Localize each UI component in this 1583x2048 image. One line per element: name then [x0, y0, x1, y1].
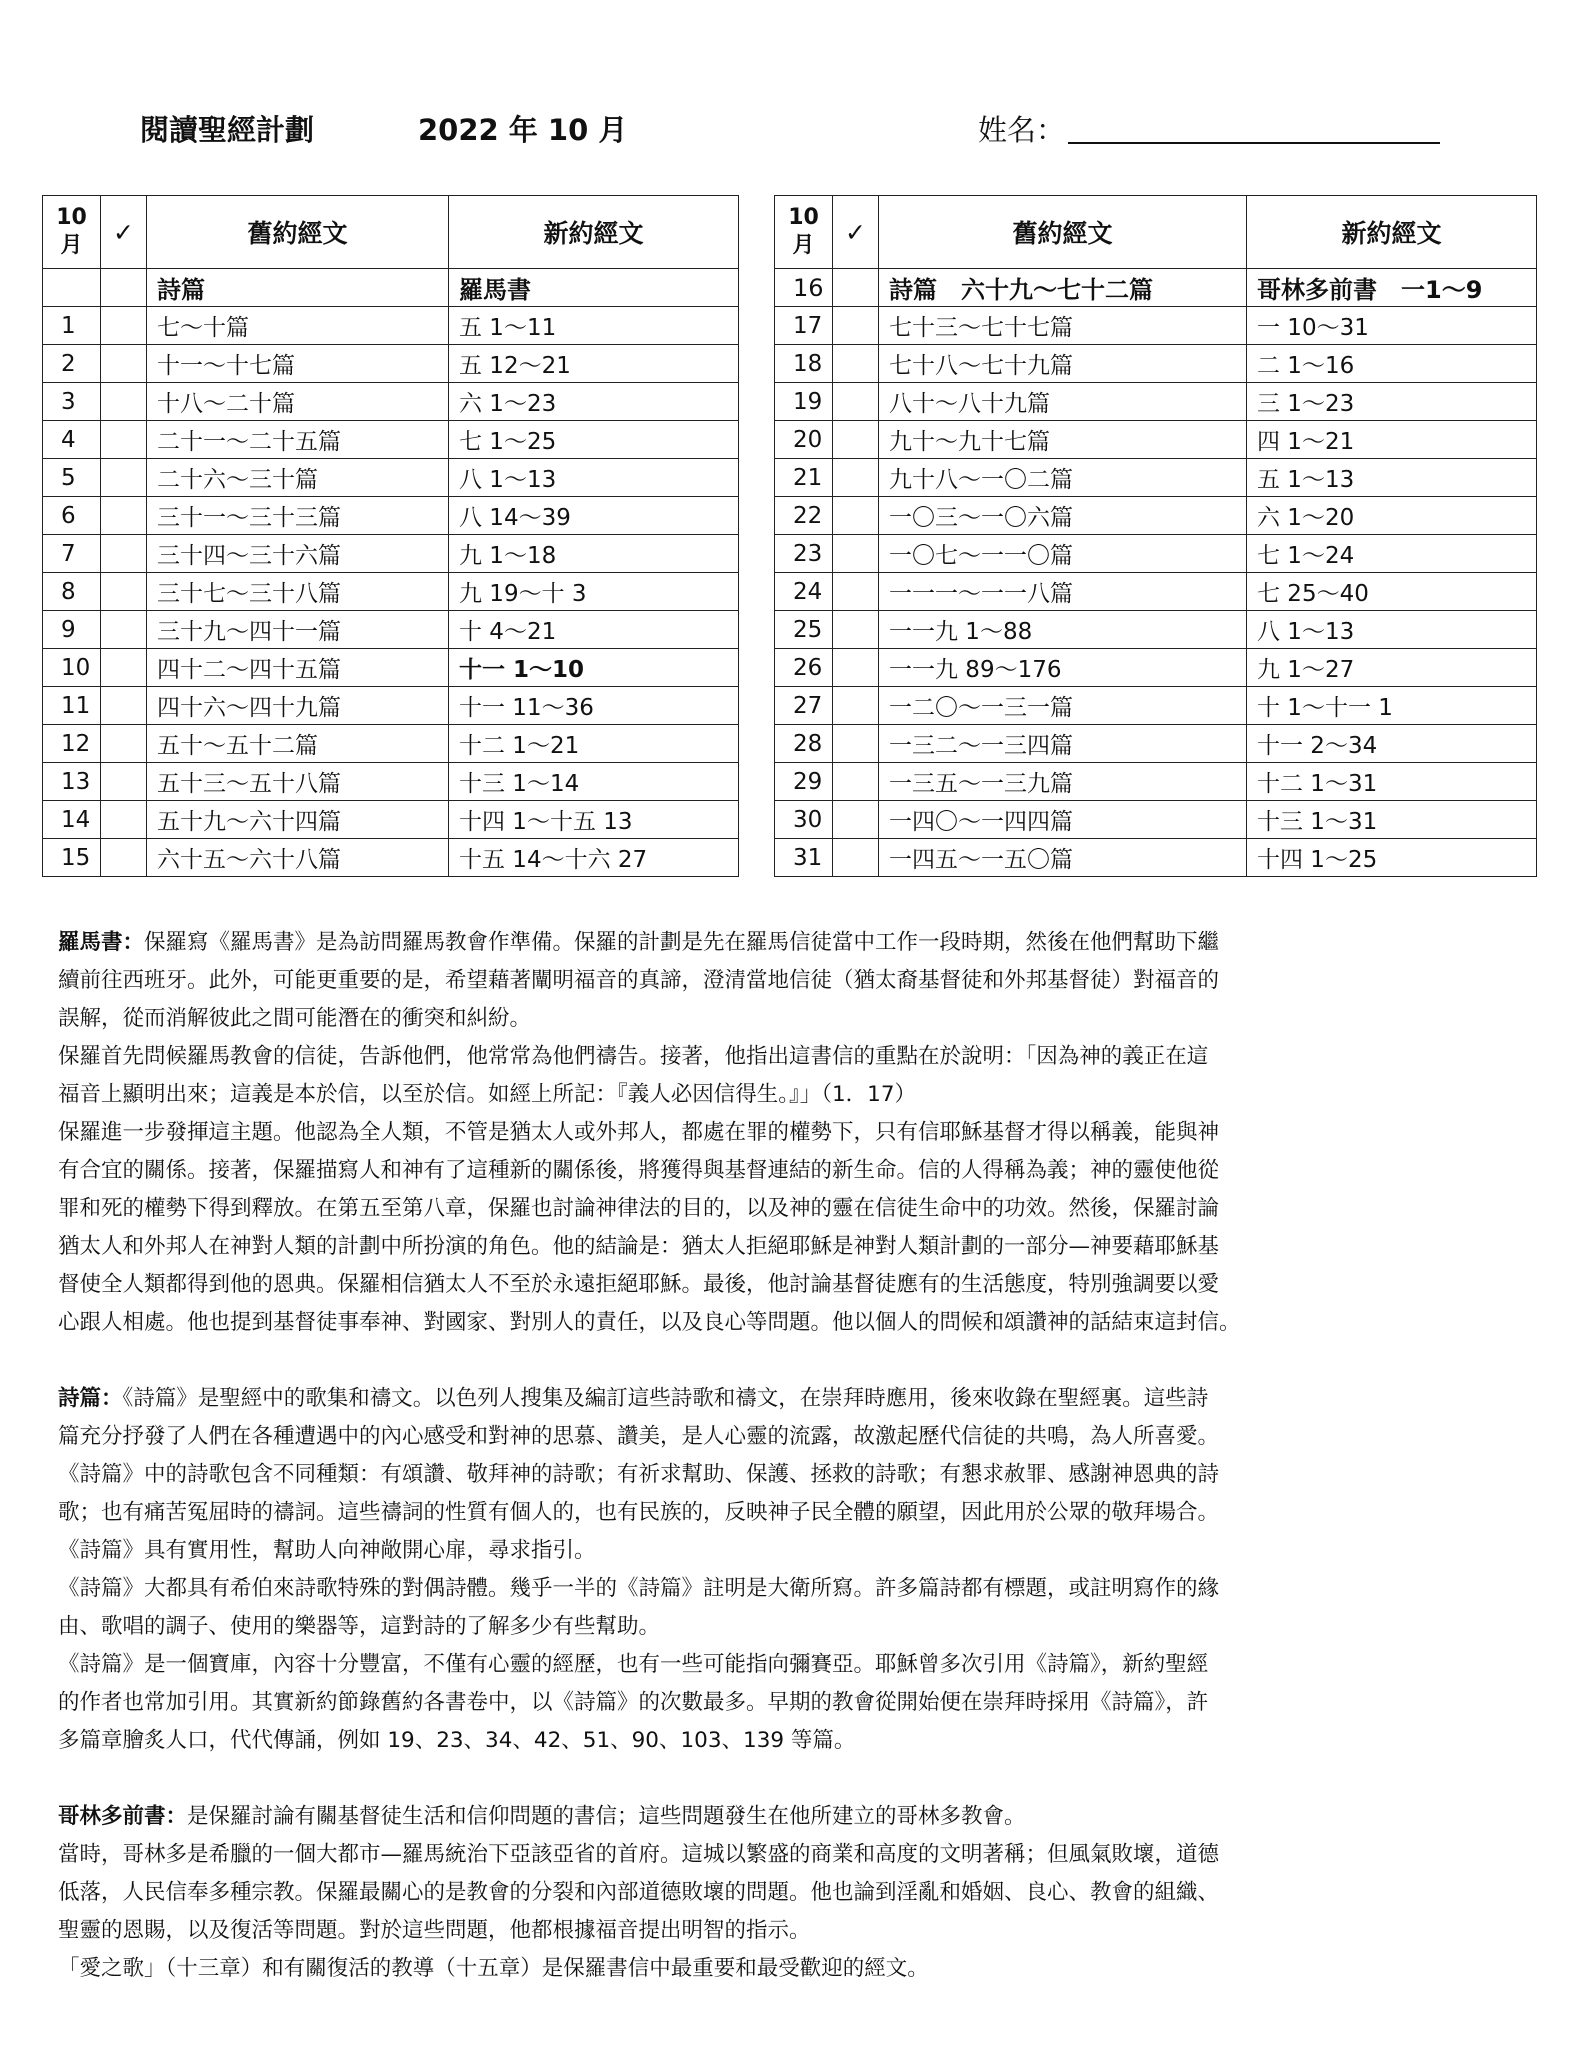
table-row [43, 345, 1537, 383]
month-header: 10 月 [775, 196, 833, 269]
table-row [43, 839, 1537, 877]
column-gap [739, 345, 775, 383]
note-line: 《詩篇》中的詩歌包含不同種類：有頌讚、敬拜神的詩歌；有祈求幫助、保護、拯救的詩歌；有懇求赦罪、感謝神恩典的詩 [58, 1462, 1220, 1487]
column-gap [739, 196, 775, 269]
day-cell: 23 [775, 535, 833, 573]
checkbox-cell[interactable] [833, 649, 879, 687]
checkbox-cell[interactable] [101, 497, 147, 535]
checkbox-cell[interactable] [833, 497, 879, 535]
checkbox-cell[interactable] [101, 459, 147, 497]
column-gap [739, 763, 775, 801]
checkbox-cell[interactable] [833, 307, 879, 345]
ot-book: 詩篇 [147, 269, 449, 307]
nt-reading: 十二 1～21 [449, 725, 739, 763]
ot-reading: 三十七～三十八篇 [147, 573, 449, 611]
ot-reading: 五十九～六十四篇 [147, 801, 449, 839]
book-header-row [43, 269, 1537, 307]
column-gap [739, 687, 775, 725]
note-line: 誤解，從而消解彼此之間可能潛在的衝突和糾紛。 [58, 1006, 532, 1031]
day-cell: 31 [775, 839, 833, 877]
nt-header: 新約經文 [449, 196, 739, 269]
checkbox-cell[interactable] [101, 383, 147, 421]
note-line: 督使全人類都得到他的恩典。保羅相信猶太人不至於永遠拒絕耶穌。最後，他討論基督徒應有的生活態度，特別強調要以愛 [58, 1272, 1220, 1297]
table-row [43, 649, 1537, 687]
reading-plan-table [42, 195, 1537, 877]
nt-reading: 九 1～27 [1247, 649, 1537, 687]
day-cell: 13 [43, 763, 101, 801]
checkbox-cell[interactable] [833, 725, 879, 763]
nt-reading: 十一 2～34 [1247, 725, 1537, 763]
day-cell: 15 [43, 839, 101, 877]
note-label: 哥林多前書： [58, 1804, 188, 1829]
ot-reading: 三十四～三十六篇 [147, 535, 449, 573]
column-gap [739, 497, 775, 535]
checkbox-cell[interactable] [833, 801, 879, 839]
table-header-row [43, 196, 1537, 269]
column-gap [739, 383, 775, 421]
ot-reading: 七～十篇 [147, 307, 449, 345]
nt-reading: 十四 1～25 [1247, 839, 1537, 877]
checkbox-cell[interactable] [101, 573, 147, 611]
day-cell [43, 269, 101, 307]
nt-reading: 四 1～21 [1247, 421, 1537, 459]
table-row [43, 763, 1537, 801]
note-line: 低落，人民信奉多種宗教。保羅最關心的是教會的分裂和內部道德敗壞的問題。他也論到淫亂和婚姻、良心、教會的組織、 [58, 1880, 1220, 1905]
nt-reading: 一 10～31 [1247, 307, 1537, 345]
page-header [0, 108, 1583, 158]
ot-reading: 九十～九十七篇 [879, 421, 1247, 459]
day-cell: 27 [775, 687, 833, 725]
checkbox-cell[interactable] [101, 307, 147, 345]
ot-reading: 五十～五十二篇 [147, 725, 449, 763]
romans-notes [58, 924, 1538, 1342]
nt-reading: 十二 1～31 [1247, 763, 1537, 801]
page-title: 閱讀聖經計劃 [140, 113, 315, 147]
ot-reading: 二十一～二十五篇 [147, 421, 449, 459]
day-cell: 28 [775, 725, 833, 763]
ot-reading: 一〇七～一一〇篇 [879, 535, 1247, 573]
nt-reading: 三 1～23 [1247, 383, 1537, 421]
nt-reading: 五 1～11 [449, 307, 739, 345]
nt-reading: 七 1～24 [1247, 535, 1537, 573]
note-line: 猶太人和外邦人在神對人類的計劃中所扮演的角色。他的結論是：猶太人拒絕耶穌是神對人類計劃的一部分—神要藉耶穌基 [58, 1234, 1220, 1259]
day-cell: 3 [43, 383, 101, 421]
nt-reading: 六 1～23 [449, 383, 739, 421]
note-line: 詩篇：《詩篇》是聖經中的歌集和禱文。以色列人搜集及編訂這些詩歌和禱文，在崇拜時應用，後來收錄在聖經裏。這些詩 [58, 1386, 1209, 1411]
psalms-notes [58, 1380, 1538, 1760]
nt-reading: 七 1～25 [449, 421, 739, 459]
column-gap [739, 307, 775, 345]
ot-reading: 四十二～四十五篇 [147, 649, 449, 687]
note-line: 保羅首先問候羅馬教會的信徒，告訴他們，他常常為他們禱告。接著，他指出這書信的重點在於說明：「因為神的義正在這 [58, 1044, 1209, 1069]
book-notes [58, 924, 1538, 1988]
day-cell: 16 [775, 269, 833, 307]
checkbox-cell[interactable] [833, 687, 879, 725]
day-cell: 20 [775, 421, 833, 459]
note-label: 羅馬書： [58, 930, 145, 955]
day-cell: 18 [775, 345, 833, 383]
day-cell: 17 [775, 307, 833, 345]
table-row [43, 459, 1537, 497]
note-line: 由、歌唱的調子、使用的樂器等，這對詩的了解多少有些幫助。 [58, 1614, 661, 1639]
checkbox-cell[interactable] [833, 573, 879, 611]
note-line: 《詩篇》具有實用性，幫助人向神敞開心扉，尋求指引。 [58, 1538, 596, 1563]
note-line: 「愛之歌」（十三章）和有關復活的教導（十五章）是保羅書信中最重要和最受歡迎的經文。 [58, 1956, 929, 1981]
ot-reading: 一一九 1～88 [879, 611, 1247, 649]
table-row [43, 535, 1537, 573]
checkbox-cell[interactable] [833, 763, 879, 801]
day-cell: 24 [775, 573, 833, 611]
nt-reading: 十一 1～10 [449, 649, 739, 687]
table-row [43, 573, 1537, 611]
nt-book: 羅馬書 [449, 269, 739, 307]
checkbox-cell[interactable] [101, 763, 147, 801]
ot-reading: 一三五～一三九篇 [879, 763, 1247, 801]
checkbox-cell[interactable] [101, 269, 147, 307]
column-gap [739, 801, 775, 839]
column-gap [739, 269, 775, 307]
checkbox-cell[interactable] [101, 801, 147, 839]
nt-reading: 十一 11～36 [449, 687, 739, 725]
column-gap [739, 421, 775, 459]
note-line: 的作者也常加引用。其實新約節錄舊約各書卷中，以《詩篇》的次數最多。早期的教會從開始便在崇拜時採用《詩篇》，許 [58, 1690, 1209, 1715]
day-cell: 10 [43, 649, 101, 687]
month-header: 10 月 [43, 196, 101, 269]
ot-reading: 一一一～一一八篇 [879, 573, 1247, 611]
nt-reading: 五 12～21 [449, 345, 739, 383]
ot-book: 詩篇 六十九～七十二篇 [879, 269, 1247, 307]
note-line: 保羅進一步發揮這主題。他認為全人類，不管是猶太人或外邦人，都處在罪的權勢下，只有信耶穌基督才得以稱義，能與神 [58, 1120, 1220, 1145]
day-cell: 19 [775, 383, 833, 421]
checkbox-cell[interactable] [833, 459, 879, 497]
column-gap [739, 459, 775, 497]
day-cell: 12 [43, 725, 101, 763]
day-cell: 8 [43, 573, 101, 611]
day-cell: 11 [43, 687, 101, 725]
note-line: 《詩篇》大都具有希伯來詩歌特殊的對偶詩體。幾乎一半的《詩篇》註明是大衛所寫。許多篇詩都有標題，或註明寫作的緣 [58, 1576, 1220, 1601]
ot-reading: 十八～二十篇 [147, 383, 449, 421]
checkbox-cell[interactable] [833, 535, 879, 573]
ot-reading: 一一九 89～176 [879, 649, 1247, 687]
nt-reading: 七 25～40 [1247, 573, 1537, 611]
nt-book: 哥林多前書 一1～9 [1247, 269, 1537, 307]
nt-header: 新約經文 [1247, 196, 1537, 269]
table-row [43, 725, 1537, 763]
check-header-icon: ✓ [101, 196, 147, 269]
checkbox-cell[interactable] [833, 611, 879, 649]
checkbox-cell[interactable] [101, 535, 147, 573]
ot-reading: 十一～十七篇 [147, 345, 449, 383]
nt-reading: 十五 14～十六 27 [449, 839, 739, 877]
ot-header: 舊約經文 [879, 196, 1247, 269]
day-cell: 5 [43, 459, 101, 497]
ot-reading: 三十一～三十三篇 [147, 497, 449, 535]
checkbox-cell[interactable] [101, 687, 147, 725]
table-row [43, 687, 1537, 725]
day-cell: 6 [43, 497, 101, 535]
ot-reading: 一四五～一五〇篇 [879, 839, 1247, 877]
day-cell: 14 [43, 801, 101, 839]
nt-reading: 八 14～39 [449, 497, 739, 535]
nt-reading: 十 4～21 [449, 611, 739, 649]
day-cell: 9 [43, 611, 101, 649]
checkbox-cell[interactable] [101, 725, 147, 763]
checkbox-cell[interactable] [833, 421, 879, 459]
day-cell: 7 [43, 535, 101, 573]
note-line: 續前往西班牙。此外，可能更重要的是，希望藉著闡明福音的真諦，澄清當地信徒（猶太裔基督徒和外邦基督徒）對福音的 [58, 968, 1220, 993]
ot-reading: 七十八～七十九篇 [879, 345, 1247, 383]
column-gap [739, 839, 775, 877]
table-row [43, 801, 1537, 839]
table-row [43, 611, 1537, 649]
ot-reading: 一四〇～一四四篇 [879, 801, 1247, 839]
checkbox-cell[interactable] [101, 421, 147, 459]
day-cell: 25 [775, 611, 833, 649]
day-cell: 26 [775, 649, 833, 687]
note-line: 多篇章膾炙人口，代代傳誦，例如 19、23、34、42、51、90、103、139 等篇。 [58, 1728, 856, 1753]
ot-reading: 一〇三～一〇六篇 [879, 497, 1247, 535]
checkbox-cell[interactable] [101, 839, 147, 877]
note-label: 詩篇： [58, 1386, 123, 1411]
table-row [43, 497, 1537, 535]
day-cell: 2 [43, 345, 101, 383]
nt-reading: 九 1～18 [449, 535, 739, 573]
note-line: 《詩篇》是一個寶庫，內容十分豐富，不僅有心靈的經歷，也有一些可能指向彌賽亞。耶穌曾多次引用《詩篇》，新約聖經 [58, 1652, 1209, 1677]
note-line: 羅馬書：保羅寫《羅馬書》是為訪問羅馬教會作準備。保羅的計劃是先在羅馬信徒當中工作一段時期，然後在他們幫助下繼 [58, 930, 1220, 955]
ot-reading: 一二〇～一三一篇 [879, 687, 1247, 725]
plan-date: 2022 年 10 月 [418, 113, 628, 147]
note-line: 心跟人相處。他也提到基督徒事奉神、對國家、對別人的責任，以及良心等問題。他以個人的問候和頌讚神的話結束這封信。 [58, 1310, 1241, 1335]
name-field-line [1068, 142, 1440, 144]
column-gap [739, 535, 775, 573]
nt-reading: 九 19～十 3 [449, 573, 739, 611]
ot-reading: 九十八～一〇二篇 [879, 459, 1247, 497]
table-row [43, 307, 1537, 345]
nt-reading: 十 1～十一 1 [1247, 687, 1537, 725]
ot-reading: 七十三～七十七篇 [879, 307, 1247, 345]
note-line: 有合宜的關係。接著，保羅描寫人和神有了這種新的關係後，將獲得與基督連結的新生命。信的人得稱為義；神的靈使他從 [58, 1158, 1220, 1183]
checkbox-cell[interactable] [101, 345, 147, 383]
ot-reading: 二十六～三十篇 [147, 459, 449, 497]
day-cell: 30 [775, 801, 833, 839]
nt-reading: 十三 1～14 [449, 763, 739, 801]
column-gap [739, 725, 775, 763]
note-line: 歌；也有痛苦冤屈時的禱詞。這些禱詞的性質有個人的，也有民族的，反映神子民全體的願望，因此用於公眾的敬拜場合。 [58, 1500, 1220, 1525]
nt-reading: 六 1～20 [1247, 497, 1537, 535]
ot-reading: 三十九～四十一篇 [147, 611, 449, 649]
day-cell: 21 [775, 459, 833, 497]
nt-reading: 二 1～16 [1247, 345, 1537, 383]
ot-reading: 四十六～四十九篇 [147, 687, 449, 725]
day-cell: 1 [43, 307, 101, 345]
table-row [43, 383, 1537, 421]
checkbox-cell[interactable] [101, 649, 147, 687]
table-row [43, 421, 1537, 459]
note-line: 福音上顯明出來；這義是本於信，以至於信。如經上所記：『義人必因信得生。』」（1．17） [58, 1082, 917, 1107]
nt-reading: 八 1～13 [1247, 611, 1537, 649]
checkbox-cell[interactable] [833, 269, 879, 307]
nt-reading: 五 1～13 [1247, 459, 1537, 497]
name-label: 姓名： [978, 113, 1066, 147]
nt-reading: 十四 1～十五 13 [449, 801, 739, 839]
day-cell: 4 [43, 421, 101, 459]
day-cell: 29 [775, 763, 833, 801]
column-gap [739, 649, 775, 687]
corinthians-notes [58, 1798, 1538, 1988]
checkbox-cell[interactable] [101, 611, 147, 649]
column-gap [739, 573, 775, 611]
ot-reading: 八十～八十九篇 [879, 383, 1247, 421]
note-line: 聖靈的恩賜，以及復活等問題。對於這些問題，他都根據福音提出明智的指示。 [58, 1918, 811, 1943]
ot-reading: 六十五～六十八篇 [147, 839, 449, 877]
checkbox-cell[interactable] [833, 383, 879, 421]
checkbox-cell[interactable] [833, 839, 879, 877]
checkbox-cell[interactable] [833, 345, 879, 383]
ot-reading: 五十三～五十八篇 [147, 763, 449, 801]
ot-header: 舊約經文 [147, 196, 449, 269]
day-cell: 22 [775, 497, 833, 535]
note-line: 罪和死的權勢下得到釋放。在第五至第八章，保羅也討論神律法的目的，以及神的靈在信徒生命中的功效。然後，保羅討論 [58, 1196, 1220, 1221]
note-line: 當時，哥林多是希臘的一個大都市—羅馬統治下亞該亞省的首府。這城以繁盛的商業和高度的文明著稱；但風氣敗壞，道德 [58, 1842, 1220, 1867]
nt-reading: 十三 1～31 [1247, 801, 1537, 839]
note-line: 篇充分抒發了人們在各種遭遇中的內心感受和對神的思慕、讚美，是人心靈的流露，故激起歷代信徒的共鳴，為人所喜愛。 [58, 1424, 1220, 1449]
check-header-icon: ✓ [833, 196, 879, 269]
nt-reading: 八 1～13 [449, 459, 739, 497]
note-line: 哥林多前書：是保羅討論有關基督徒生活和信仰問題的書信；這些問題發生在他所建立的哥林多教會。 [58, 1804, 1026, 1829]
column-gap [739, 611, 775, 649]
ot-reading: 一三二～一三四篇 [879, 725, 1247, 763]
